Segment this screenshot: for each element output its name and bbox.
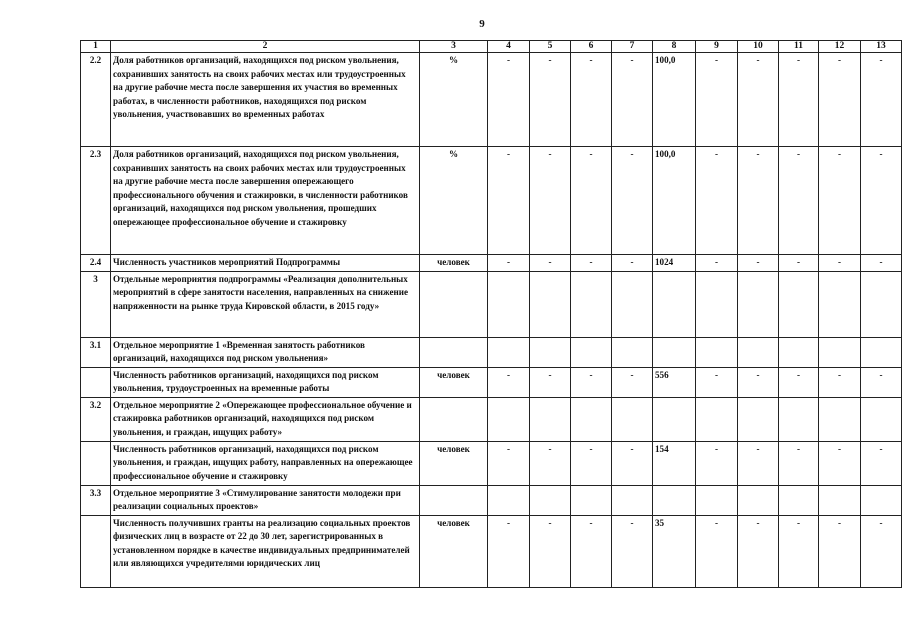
value-cell xyxy=(571,397,612,441)
column-header: 7 xyxy=(612,41,653,53)
value-cell: - xyxy=(696,53,738,147)
row-number-cell: 2.2 xyxy=(81,53,111,147)
value-cell: - xyxy=(530,147,571,255)
value-cell: - xyxy=(696,367,738,397)
header-row xyxy=(81,41,902,53)
target-value-cell: 100,0 xyxy=(653,147,696,255)
value-cell: - xyxy=(861,147,902,255)
target-value-cell: 35 xyxy=(653,515,696,587)
value-cell xyxy=(571,337,612,367)
value-cell xyxy=(696,271,738,337)
row-number-cell: 3.3 xyxy=(81,485,111,515)
table-body xyxy=(81,53,902,588)
unit-cell: % xyxy=(420,53,488,147)
column-header: 12 xyxy=(819,41,861,53)
value-cell: - xyxy=(488,515,530,587)
indicators-table xyxy=(80,40,902,588)
table-row xyxy=(81,397,902,441)
value-cell: - xyxy=(571,367,612,397)
value-cell xyxy=(696,337,738,367)
value-cell: - xyxy=(779,255,819,272)
value-cell: - xyxy=(819,441,861,485)
column-header: 10 xyxy=(738,41,779,53)
indicator-name-cell: Отдельное мероприятие 2 «Опережающее профессиональное обучение и стажировка работников организаций, находящихся под риском увольнения, и граждан, ищущих работу» xyxy=(111,397,420,441)
target-value-cell: 100,0 xyxy=(653,53,696,147)
column-header: 9 xyxy=(696,41,738,53)
value-cell: - xyxy=(819,53,861,147)
target-value-cell xyxy=(653,397,696,441)
value-cell xyxy=(861,397,902,441)
unit-cell: человек xyxy=(420,441,488,485)
value-cell: - xyxy=(571,441,612,485)
value-cell: - xyxy=(738,515,779,587)
value-cell xyxy=(819,271,861,337)
value-cell xyxy=(819,397,861,441)
row-number-cell xyxy=(81,515,111,587)
row-number-cell: 3 xyxy=(81,271,111,337)
table-row xyxy=(81,367,902,397)
value-cell xyxy=(488,337,530,367)
value-cell: - xyxy=(488,367,530,397)
row-number-cell xyxy=(81,367,111,397)
table-row xyxy=(81,53,902,147)
value-cell: - xyxy=(488,441,530,485)
row-number-cell: 3.2 xyxy=(81,397,111,441)
indicator-name-cell: Доля работников организаций, находящихся под риском увольнения, сохранивших занятость на своих рабочих местах или трудоустроенных на другие рабочие места после завершения их участия во временных работах, в численности работников, находящихся под риском увольнения, участвовавших во временных работах xyxy=(111,53,420,147)
indicator-name-cell: Доля работников организаций, находящихся под риском увольнения, сохранивших занятость на своих рабочих местах или трудоустроенных на другие рабочие места после завершения опережающего профессионального обучения и стажировки, в численности работников организаций, находящихся под риском увольнения, прошедших опережающее профессиональное обучение и стажировку xyxy=(111,147,420,255)
value-cell: - xyxy=(612,147,653,255)
target-value-cell: 1024 xyxy=(653,255,696,272)
row-number-cell xyxy=(81,441,111,485)
unit-cell xyxy=(420,271,488,337)
value-cell: - xyxy=(738,255,779,272)
value-cell xyxy=(738,397,779,441)
indicator-name-cell: Отдельное мероприятие 1 «Временная занятость работников организаций, находящихся под риском увольнения» xyxy=(111,337,420,367)
unit-cell: человек xyxy=(420,367,488,397)
value-cell xyxy=(488,485,530,515)
column-header: 13 xyxy=(861,41,902,53)
value-cell: - xyxy=(488,147,530,255)
value-cell xyxy=(696,397,738,441)
value-cell xyxy=(738,271,779,337)
value-cell xyxy=(530,337,571,367)
unit-cell: человек xyxy=(420,515,488,587)
unit-cell xyxy=(420,397,488,441)
value-cell: - xyxy=(819,255,861,272)
value-cell: - xyxy=(571,255,612,272)
value-cell: - xyxy=(488,255,530,272)
value-cell: - xyxy=(612,255,653,272)
value-cell: - xyxy=(779,367,819,397)
value-cell: - xyxy=(738,441,779,485)
value-cell: - xyxy=(696,255,738,272)
value-cell xyxy=(819,337,861,367)
unit-cell xyxy=(420,337,488,367)
table-row xyxy=(81,515,902,587)
value-cell: - xyxy=(819,367,861,397)
value-cell: - xyxy=(738,53,779,147)
value-cell: - xyxy=(779,147,819,255)
column-header: 6 xyxy=(571,41,612,53)
row-number-cell: 2.4 xyxy=(81,255,111,272)
target-value-cell: 154 xyxy=(653,441,696,485)
page-number: 9 xyxy=(479,18,485,30)
value-cell xyxy=(530,397,571,441)
column-header: 8 xyxy=(653,41,696,53)
value-cell: - xyxy=(861,53,902,147)
value-cell: - xyxy=(612,441,653,485)
target-value-cell xyxy=(653,271,696,337)
value-cell: - xyxy=(779,515,819,587)
target-value-cell xyxy=(653,337,696,367)
column-header: 11 xyxy=(779,41,819,53)
table-row xyxy=(81,147,902,255)
value-cell: - xyxy=(696,147,738,255)
value-cell xyxy=(571,485,612,515)
value-cell: - xyxy=(612,367,653,397)
value-cell: - xyxy=(861,255,902,272)
value-cell: - xyxy=(696,441,738,485)
unit-cell: человек xyxy=(420,255,488,272)
row-number-cell: 2.3 xyxy=(81,147,111,255)
target-value-cell: 556 xyxy=(653,367,696,397)
value-cell: - xyxy=(488,53,530,147)
value-cell xyxy=(488,271,530,337)
column-header: 1 xyxy=(81,41,111,53)
value-cell xyxy=(861,337,902,367)
value-cell: - xyxy=(530,53,571,147)
table-row xyxy=(81,337,902,367)
value-cell: - xyxy=(530,441,571,485)
unit-cell xyxy=(420,485,488,515)
indicator-name-cell: Отдельные мероприятия подпрограммы «Реализация дополнительных мероприятий в сфере занятости населения, направленных на снижение напряженности на рынке труда Кировской области, в 2015 году» xyxy=(111,271,420,337)
value-cell xyxy=(612,337,653,367)
target-value-cell xyxy=(653,485,696,515)
column-header: 3 xyxy=(420,41,488,53)
value-cell: - xyxy=(819,515,861,587)
value-cell: - xyxy=(571,515,612,587)
value-cell xyxy=(819,485,861,515)
column-header: 4 xyxy=(488,41,530,53)
value-cell xyxy=(861,271,902,337)
value-cell: - xyxy=(738,367,779,397)
value-cell: - xyxy=(861,515,902,587)
value-cell: - xyxy=(738,147,779,255)
value-cell xyxy=(779,337,819,367)
value-cell: - xyxy=(779,53,819,147)
value-cell xyxy=(530,271,571,337)
row-number-cell: 3.1 xyxy=(81,337,111,367)
value-cell xyxy=(779,271,819,337)
value-cell xyxy=(738,337,779,367)
value-cell: - xyxy=(530,255,571,272)
value-cell xyxy=(696,485,738,515)
value-cell xyxy=(612,485,653,515)
value-cell xyxy=(612,271,653,337)
value-cell: - xyxy=(571,53,612,147)
column-header: 2 xyxy=(111,41,420,53)
table-row xyxy=(81,441,902,485)
indicator-name-cell: Численность работников организаций, находящихся под риском увольнения, и граждан, ищущих работу, направленных на опережающее профессиональное обучение и стажировку xyxy=(111,441,420,485)
value-cell xyxy=(571,271,612,337)
table-row xyxy=(81,255,902,272)
value-cell: - xyxy=(612,515,653,587)
value-cell xyxy=(779,397,819,441)
table-row xyxy=(81,485,902,515)
value-cell: - xyxy=(861,367,902,397)
value-cell: - xyxy=(612,53,653,147)
unit-cell: % xyxy=(420,147,488,255)
indicator-name-cell: Численность получивших гранты на реализацию социальных проектов физических лиц в возрасте от 22 до 30 лет, зарегистрированных в установленном порядке в качестве индивидуальных предпринимателей или являющихся учредителями юридических лиц xyxy=(111,515,420,587)
value-cell: - xyxy=(696,515,738,587)
value-cell: - xyxy=(779,441,819,485)
indicator-name-cell: Отдельное мероприятие 3 «Стимулирование занятости молодежи при реализации социальных проектов» xyxy=(111,485,420,515)
indicator-name-cell: Численность участников мероприятий Подпрограммы xyxy=(111,255,420,272)
table-row xyxy=(81,271,902,337)
value-cell xyxy=(861,485,902,515)
value-cell xyxy=(738,485,779,515)
value-cell: - xyxy=(571,147,612,255)
value-cell xyxy=(779,485,819,515)
value-cell: - xyxy=(530,515,571,587)
value-cell xyxy=(488,397,530,441)
value-cell: - xyxy=(861,441,902,485)
value-cell xyxy=(530,485,571,515)
value-cell: - xyxy=(530,367,571,397)
value-cell xyxy=(612,397,653,441)
column-header: 5 xyxy=(530,41,571,53)
indicator-name-cell: Численность работников организаций, находящихся под риском увольнения, трудоустроенных на временные работы xyxy=(111,367,420,397)
value-cell: - xyxy=(819,147,861,255)
